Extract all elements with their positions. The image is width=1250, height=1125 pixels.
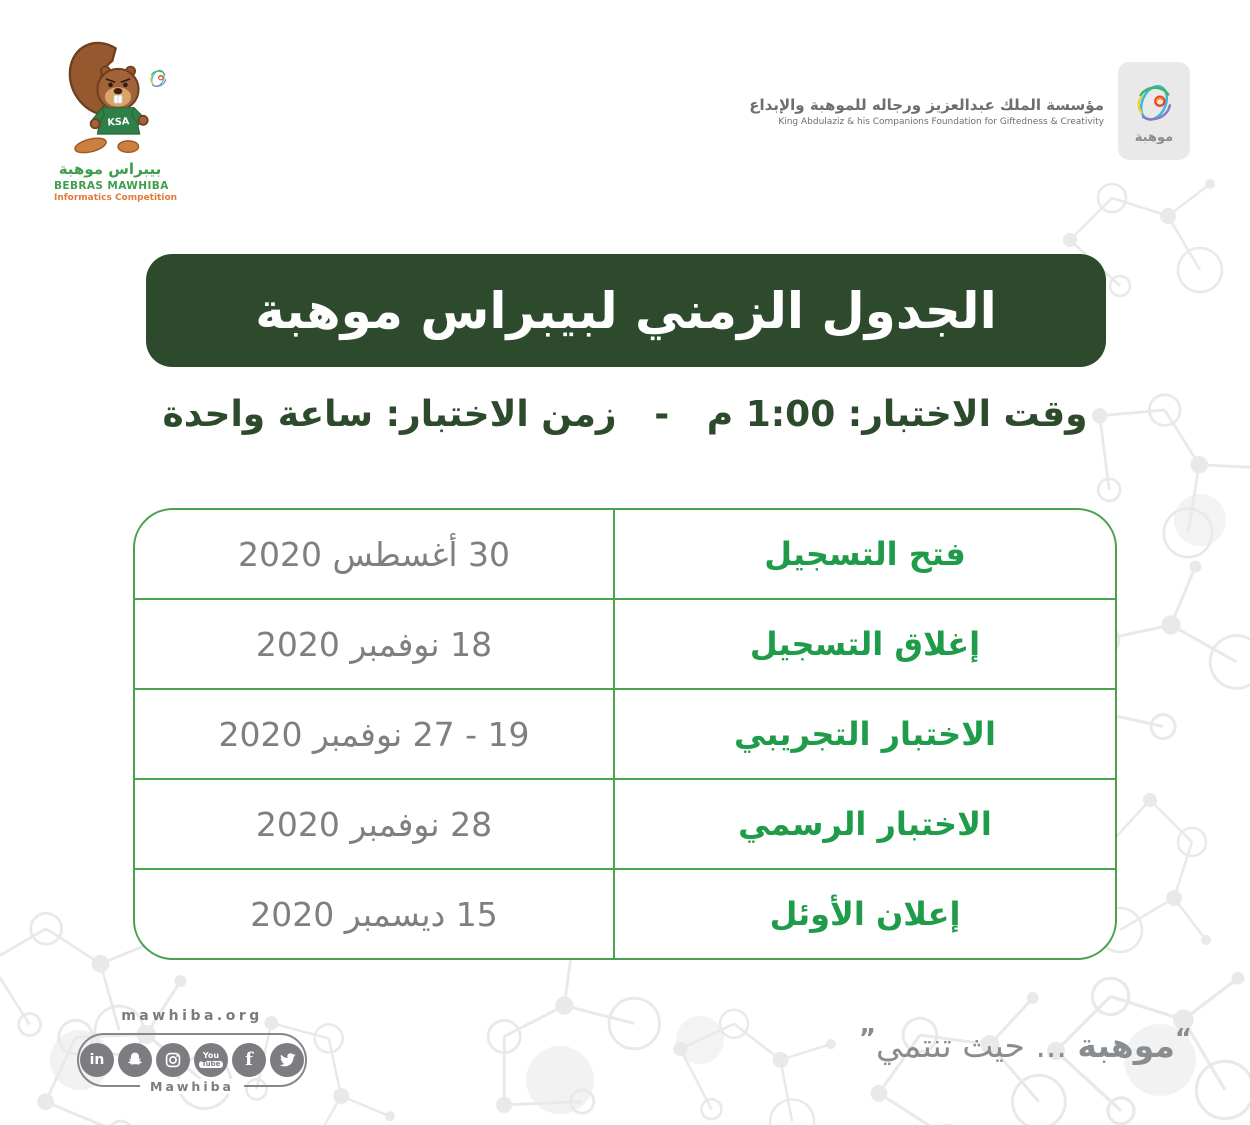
bebras-name-arabic: بيبراس موهبة (58, 160, 162, 178)
mawhiba-swirl-icon (1129, 77, 1179, 127)
bebras-name-english: BEBRAS MAWHIBA (54, 180, 169, 192)
title-banner (146, 254, 1106, 367)
instagram-icon[interactable] (156, 1043, 190, 1077)
facebook-icon[interactable]: f (232, 1043, 266, 1077)
table-row (135, 598, 1115, 688)
slogan-rest: ... حيث تنتمي (876, 1026, 1078, 1065)
table-row (135, 688, 1115, 778)
row-event: إغلاق التسجيل (613, 600, 1115, 688)
slogan-brand: موهبة (1077, 1026, 1175, 1065)
row-date: 18 نوفمبر 2020 (255, 624, 493, 664)
foundation-name-arabic: مؤسسة الملك عبدالعزيز ورجاله للموهبة والإبداع (749, 95, 1104, 114)
row-date: 30 أغسطس 2020 (238, 534, 510, 574)
table-row (135, 778, 1115, 868)
beaver-foot (118, 141, 139, 152)
close-quote: ” (858, 1024, 877, 1054)
brand-name: Mawhiba (77, 1076, 307, 1095)
table-row (135, 510, 1115, 598)
row-event: الاختبار التجريبي (613, 690, 1115, 778)
twitter-icon[interactable] (270, 1043, 304, 1077)
youtube-icon[interactable]: You Tube (194, 1043, 228, 1077)
table-row (135, 868, 1115, 958)
row-date: 28 نوفمبر 2020 (255, 804, 493, 844)
exam-time-subtitle: وقت الاختبار: 1:00 م - زمن الاختبار: ساعة واحدة (162, 394, 1088, 435)
foundation-name-english: King Abdulaziz & his Companions Foundation for Giftedness & Creativity (778, 116, 1104, 127)
shirt-ksa-label: KSA (107, 116, 130, 129)
bebras-tagline: Informatics Competition (54, 193, 178, 203)
row-date: 15 ديسمبر 2020 (250, 894, 498, 934)
row-event: الاختبار الرسمي (613, 780, 1115, 868)
schedule-table (133, 508, 1117, 960)
snapchat-icon[interactable] (118, 1043, 152, 1077)
row-event: فتح التسجيل (613, 510, 1115, 598)
mini-mawhiba-swirl-icon (146, 66, 170, 90)
open-quote: “ (1174, 1024, 1192, 1054)
beaver-foot (74, 135, 108, 155)
row-date: 19 - 27 نوفمبر 2020 (218, 714, 530, 754)
linkedin-icon[interactable]: in (80, 1043, 114, 1077)
mawhiba-logo-label: موهبة (1134, 130, 1174, 145)
page-title: الجدول الزمني لبيبراس موهبة (255, 281, 997, 340)
bebras-mawhiba-logo (54, 38, 178, 203)
website-url[interactable]: mawhiba.org (121, 1008, 263, 1024)
row-event: إعلان الأوئل (613, 870, 1115, 958)
foundation-header (749, 62, 1190, 160)
mawhiba-logo-card (1118, 62, 1190, 160)
beaver-mascot-illustration (64, 38, 156, 158)
mawhiba-slogan (859, 1026, 1192, 1065)
